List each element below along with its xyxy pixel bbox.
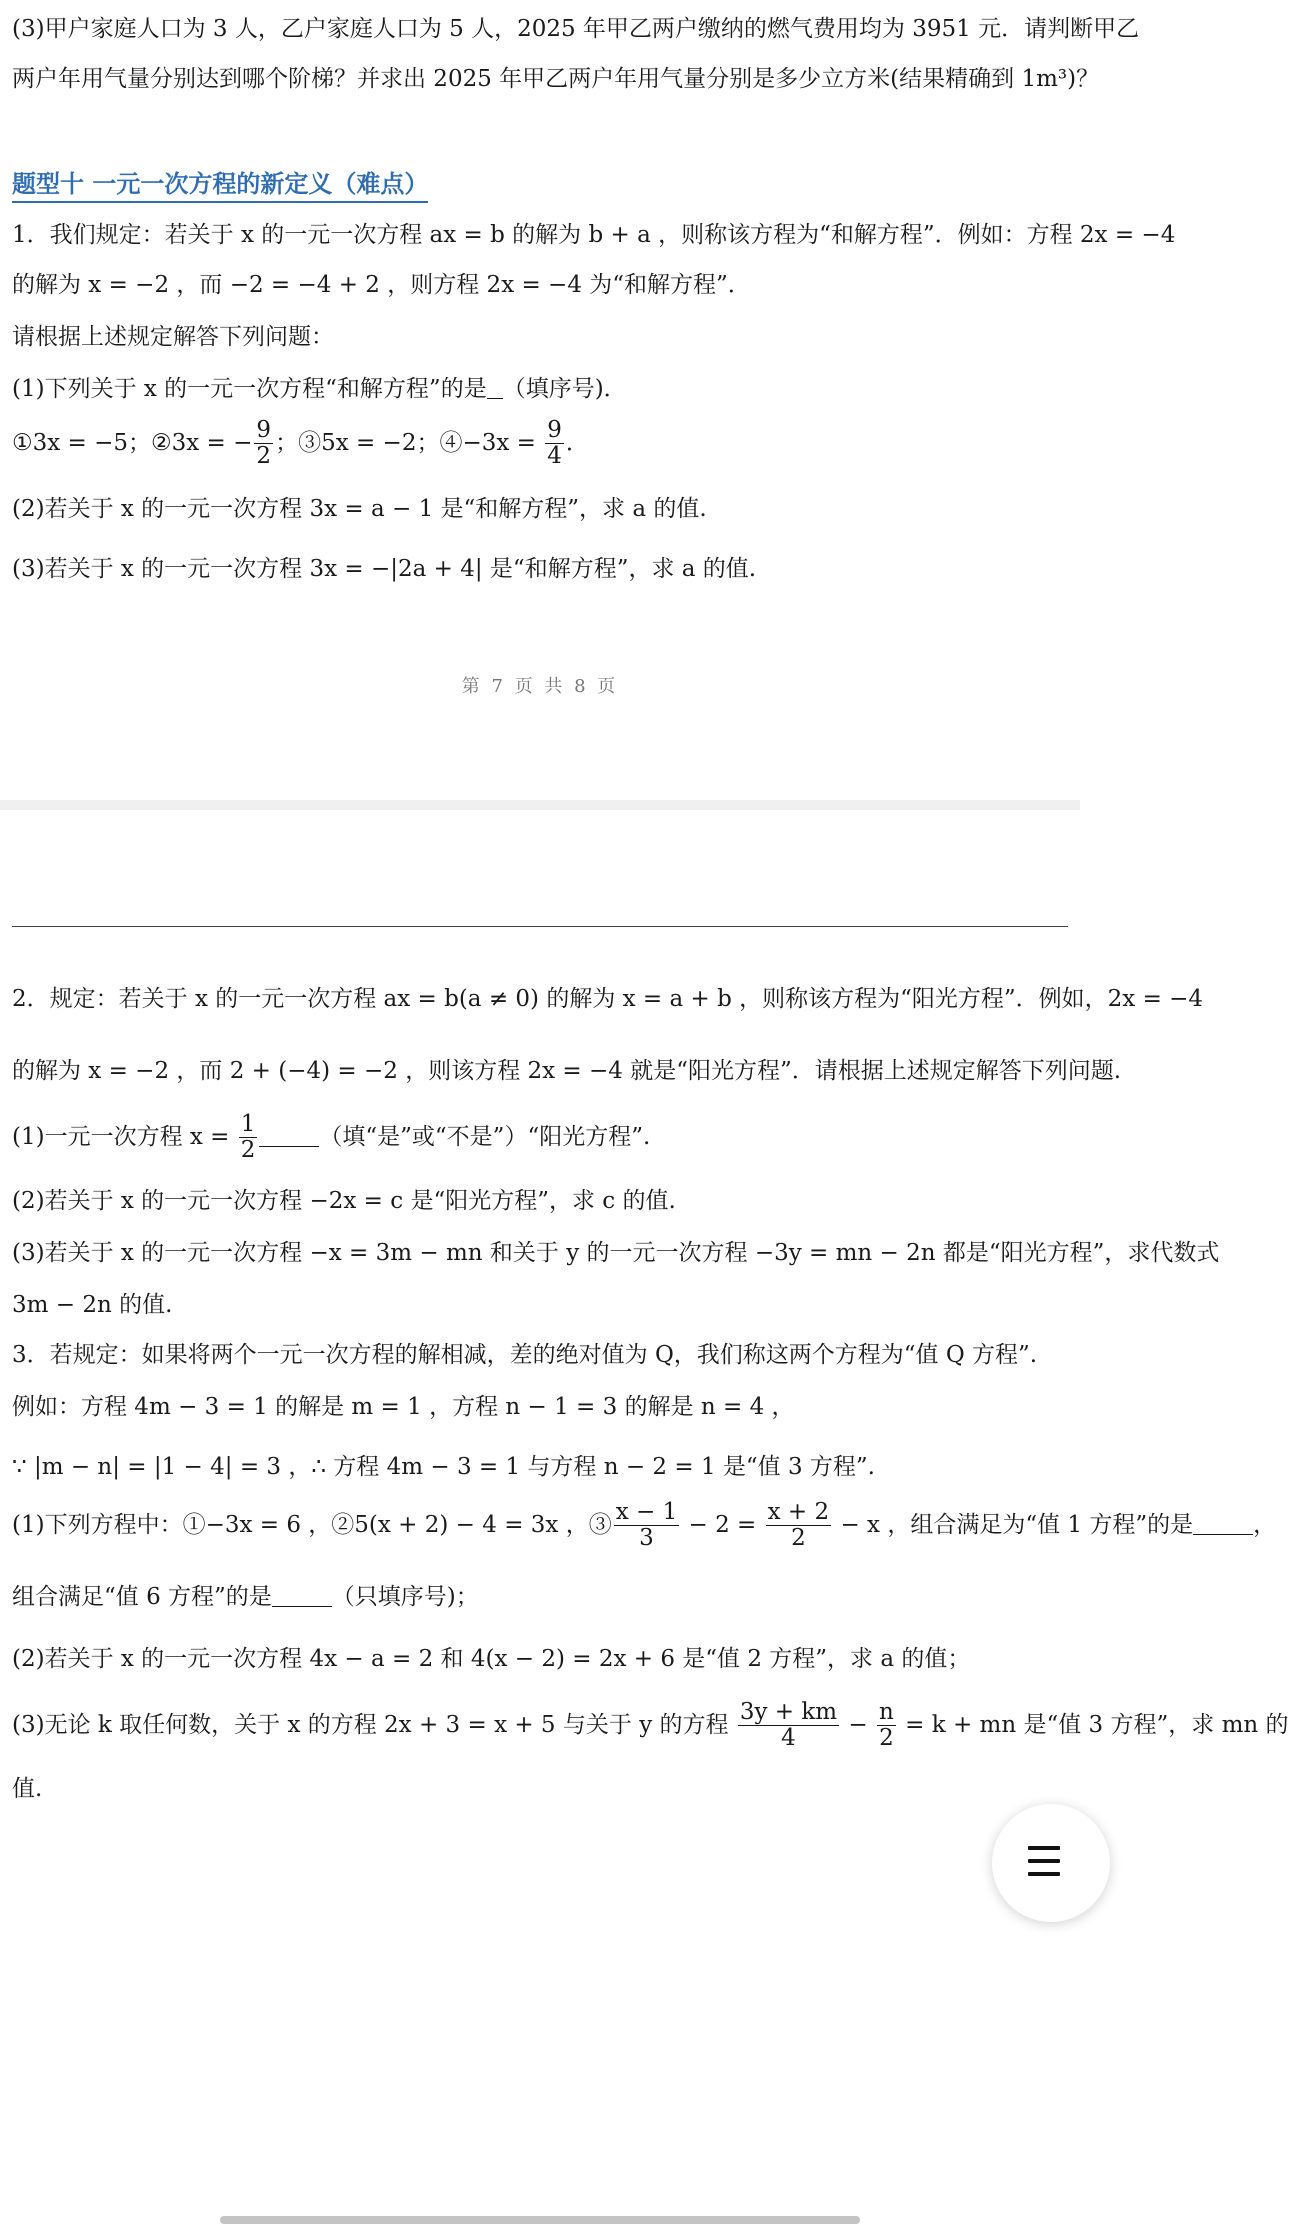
- fraction: $\frac{x + 2}{2}$: [767, 1499, 830, 1552]
- q2-part3: (3)若关于 x 的一元一次方程 −x = 3m − mn 和关于 y 的一元一次方程 −3y = mn − 2n 都是“阳光方程”，求代数式: [12, 1240, 1220, 1266]
- q3-part3-cont: 值.: [12, 1776, 43, 1802]
- section-title: 题型十 一元一次方程的新定义（难点）: [12, 164, 428, 203]
- q1-part1-tail: （填序号)．: [502, 376, 627, 402]
- q2-part2: (2)若关于 x 的一元一次方程 −2x = c 是“阳光方程”，求 c 的值.: [12, 1188, 676, 1214]
- q2-part1: (1)一元一次方程 x = $\frac{1}{2}$ （填“是”或“不是”）“阳光方程”.: [12, 1111, 651, 1164]
- fraction: $\frac{n}{2}$: [879, 1699, 894, 1752]
- fraction: $\frac{3y + km}{4}$: [739, 1699, 838, 1752]
- q1-part3: (3)若关于 x 的一元一次方程 3x = −|2a + 4| 是“和解方程”，求 a 的值.: [12, 556, 757, 582]
- scrollbar[interactable]: [220, 2216, 860, 2224]
- q2-intro: 2．规定：若关于 x 的一元一次方程 ax = b(a ≠ 0) 的解为 x = a + b ，则称该方程为“阳光方程”．例如，2x = −4: [12, 986, 1204, 1012]
- fraction: $\frac{x - 1}{3}$: [615, 1499, 678, 1552]
- q3-part3: (3)无论 k 取任何数，关于 x 的方程 2x + 3 = x + 5 与关于 y 的方程 $\frac{3y + km}{4}$ − $\frac{n}{2}$ = k + mn 是“值 3 方程”，求 mn 的: [12, 1699, 1289, 1752]
- q3-intro: 例如：方程 4m − 3 = 1 的解是 m = 1 ，方程 n − 1 = 3 的解是 n = 4 ，: [12, 1394, 795, 1420]
- q1-intro: 的解为 x = −2 ，而 −2 = −4 + 2 ，则方程 2x = −4 为“和解方程”．: [12, 272, 751, 298]
- answer-blank[interactable]: [487, 375, 503, 399]
- question-text: (3)甲户家庭人口为 3 人，乙户家庭人口为 5 人，2025 年甲乙两户缴纳的燃气费用均为 3951 元．请判断甲乙: [12, 16, 1140, 42]
- q2-part3: 3m − 2n 的值.: [12, 1292, 173, 1318]
- answer-blank[interactable]: [1193, 1511, 1253, 1535]
- q1-part1: [12, 370, 627, 403]
- q1-intro: 1．我们规定：若关于 x 的一元一次方程 ax = b 的解为 b + a ，则称该方程为“和解方程”．例如：方程 2x = −4: [12, 222, 1176, 248]
- q3-intro: 3．若规定：如果将两个一元一次方程的解相减，差的绝对值为 Q，我们称这两个方程为“值 Q 方程”.: [12, 1342, 1038, 1368]
- answer-blank[interactable]: [259, 1123, 319, 1147]
- q3-part1: (1)下列方程中：①−3x = 6 ，②5(x + 2) − 4 = 3x ，③ $\frac{x - 1}{3}$ − 2 = $\frac{x + 2}{2}$ − x ，组合满足为“值 1 方程”的是 ，: [12, 1499, 1277, 1552]
- option-text: ①3x = −5；②3x = −: [12, 429, 253, 456]
- question-text: 两户年用气量分别达到哪个阶梯？并求出 2025 年甲乙两户年用气量分别是多少立方米(结果精确到 1m³)？: [12, 66, 1100, 92]
- fraction: $\frac{9}{4}$: [547, 417, 562, 470]
- q1-intro: 请根据上述规定解答下列问题：: [12, 324, 334, 350]
- page-separator: [0, 800, 1080, 810]
- menu-icon: [1028, 1846, 1060, 1885]
- q1-part2: (2)若关于 x 的一元一次方程 3x = a − 1 是“和解方程”，求 a 的值.: [12, 496, 707, 522]
- q3-part1-cont: 组合满足“值 6 方程”的是 （只填序号)；: [12, 1584, 479, 1610]
- fraction: $\frac{9}{2}$: [256, 417, 272, 470]
- q1-options: ①3x = −5；②3x = − $\frac{9}{2}$ ；③5x = −2；④−3x = $\frac{9}{4}$ ．: [12, 417, 589, 470]
- answer-blank[interactable]: [272, 1583, 332, 1607]
- q1-part1-text: (1)下列关于 x 的一元一次方程“和解方程”的是: [12, 376, 487, 402]
- q2-intro: 的解为 x = −2 ，而 2 + (−4) = −2 ，则该方程 2x = −4 就是“阳光方程”．请根据上述规定解答下列问题.: [12, 1058, 1122, 1084]
- fraction: $\frac{1}{2}$: [240, 1111, 256, 1164]
- page-footer: 第 7 页 共 8 页: [461, 676, 619, 697]
- menu-button[interactable]: [992, 1804, 1110, 1922]
- q3-part2: (2)若关于 x 的一元一次方程 4x − a = 2 和 4(x − 2) = 2x + 6 是“值 2 方程”，求 a 的值；: [12, 1646, 971, 1672]
- option-text: ；③5x = −2；④−3x =: [275, 429, 544, 456]
- divider: [12, 926, 1068, 927]
- q3-intro: ∵ |m − n| = |1 − 4| = 3 ，∴ 方程 4m − 3 = 1 与方程 n − 2 = 1 是“值 3 方程”.: [12, 1454, 875, 1480]
